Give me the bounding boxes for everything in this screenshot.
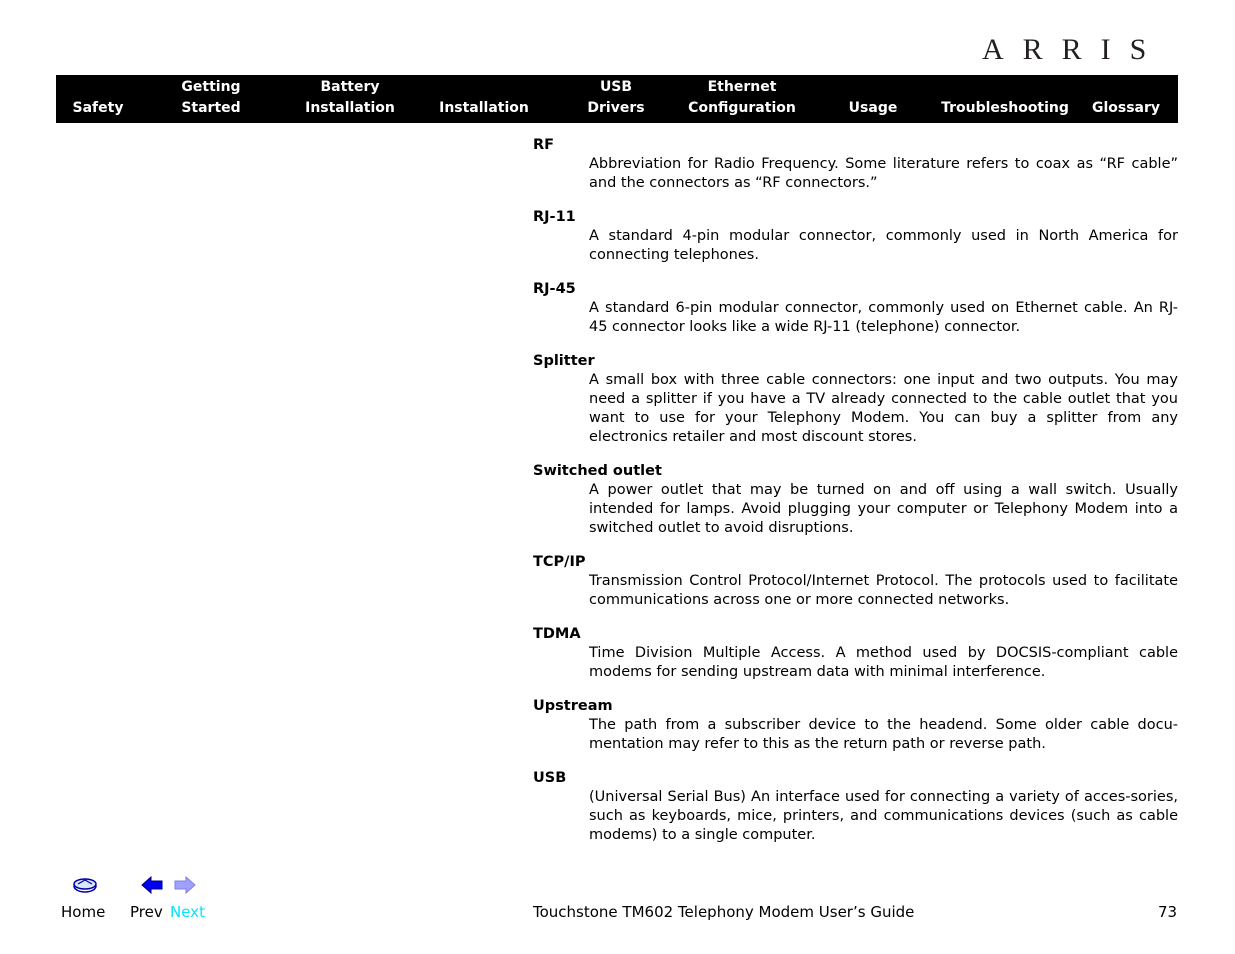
- nav-label-line2: Troubleshooting: [941, 100, 1069, 116]
- glossary-definition: Transmission Control Protocol/Internet Protocol. The protocols used to facilitate communications across one or more connected networks.: [589, 573, 1178, 608]
- nav-label-line2: Glossary: [1091, 100, 1161, 116]
- nav-label-line2: Drivers: [587, 100, 645, 116]
- nav-battery-installation[interactable]: [305, 77, 395, 119]
- nav-label-line1: USB: [599, 79, 633, 95]
- nav-ethernet-configuration[interactable]: [688, 77, 796, 119]
- glossary-entry: [533, 352, 1178, 447]
- glossary-entry: [533, 625, 1178, 682]
- next-arrow-icon[interactable]: [174, 876, 196, 898]
- nav-label-line2: Installation: [439, 100, 529, 116]
- glossary-definition: The path from a subscriber device to the headend. Some older cable docu-mentation may refer to this as the return path or reverse path.: [589, 717, 1178, 752]
- glossary-term: Splitter: [533, 353, 595, 369]
- nav-label-line1: Ethernet: [707, 79, 777, 95]
- glossary-entry: [533, 280, 1178, 337]
- glossary-definition: A power outlet that may be turned on and off using a wall switch. Usually intended for lamps. Avoid plugging your computer or Telephony Modem into a switched outlet to avoid disruptions.: [589, 482, 1178, 536]
- glossary-term: TDMA: [533, 626, 581, 642]
- glossary-term: RF: [533, 137, 555, 153]
- nav-label-line2: Configuration: [688, 100, 796, 116]
- glossary-definition: (Universal Serial Bus) An interface used for connecting a variety of acces-sories, such as keyboards, mice, printers, and communications devices (such as cable modems) to a single computer.: [589, 789, 1178, 843]
- glossary-content: [533, 136, 1178, 860]
- nav-glossary[interactable]: [1092, 98, 1160, 119]
- arris-logo: ARRIS: [982, 33, 1166, 66]
- nav-label-line1: Battery: [320, 79, 380, 95]
- home-link[interactable]: Home: [61, 903, 106, 921]
- top-navigation-bar: [56, 75, 1178, 123]
- glossary-entry: [533, 208, 1178, 265]
- glossary-definition: Time Division Multiple Access. A method used by DOCSIS-compliant cable modems for sending upstream data with minimal interference.: [589, 645, 1178, 680]
- nav-getting-started[interactable]: [181, 77, 240, 119]
- glossary-term: TCP/IP: [533, 554, 586, 570]
- glossary-definition: A small box with three cable connectors: one input and two outputs. You may need a splitter if you have a TV already connected to the cable outlet that you want to use for your Telephony Modem. You can buy a splitter from any electronics retailer and most discount stores.: [589, 372, 1178, 445]
- page-number: 73: [1158, 903, 1178, 921]
- glossary-term: RJ-45: [533, 281, 576, 297]
- glossary-entry: [533, 553, 1178, 610]
- glossary-term: Upstream: [533, 698, 613, 714]
- document-title: Touchstone TM602 Telephony Modem User’s Guide: [533, 903, 915, 921]
- glossary-definition: A standard 4-pin modular connector, commonly used in North America for connecting telephones.: [589, 228, 1178, 263]
- glossary-entry: [533, 697, 1178, 754]
- nav-usage[interactable]: [849, 98, 898, 119]
- glossary-definition: A standard 6-pin modular connector, commonly used on Ethernet cable. An RJ-45 connector looks like a wide RJ-11 (telephone) connector.: [589, 300, 1178, 335]
- nav-usb-drivers[interactable]: [587, 77, 644, 119]
- glossary-entry: [533, 136, 1178, 193]
- prev-link[interactable]: Prev: [130, 903, 163, 921]
- glossary-term: RJ-11: [533, 209, 576, 225]
- nav-label-line2: Installation: [305, 100, 395, 116]
- nav-label-line1: Getting: [181, 79, 241, 95]
- home-icon[interactable]: [72, 876, 98, 898]
- glossary-definition: Abbreviation for Radio Frequency. Some literature refers to coax as “RF cable” and the connectors as “RF connectors.”: [589, 156, 1178, 191]
- nav-label-line2: Safety: [72, 100, 124, 116]
- nav-troubleshooting[interactable]: [941, 98, 1069, 119]
- nav-installation[interactable]: [439, 98, 529, 119]
- glossary-entry: [533, 462, 1178, 538]
- glossary-entry: [533, 769, 1178, 845]
- prev-arrow-icon[interactable]: [141, 876, 163, 898]
- next-link[interactable]: Next: [170, 903, 205, 921]
- nav-label-line2: Usage: [848, 100, 898, 116]
- nav-label-line2: Started: [181, 100, 241, 116]
- nav-safety[interactable]: [73, 98, 124, 119]
- glossary-term: Switched outlet: [533, 463, 662, 479]
- glossary-term: USB: [533, 770, 567, 786]
